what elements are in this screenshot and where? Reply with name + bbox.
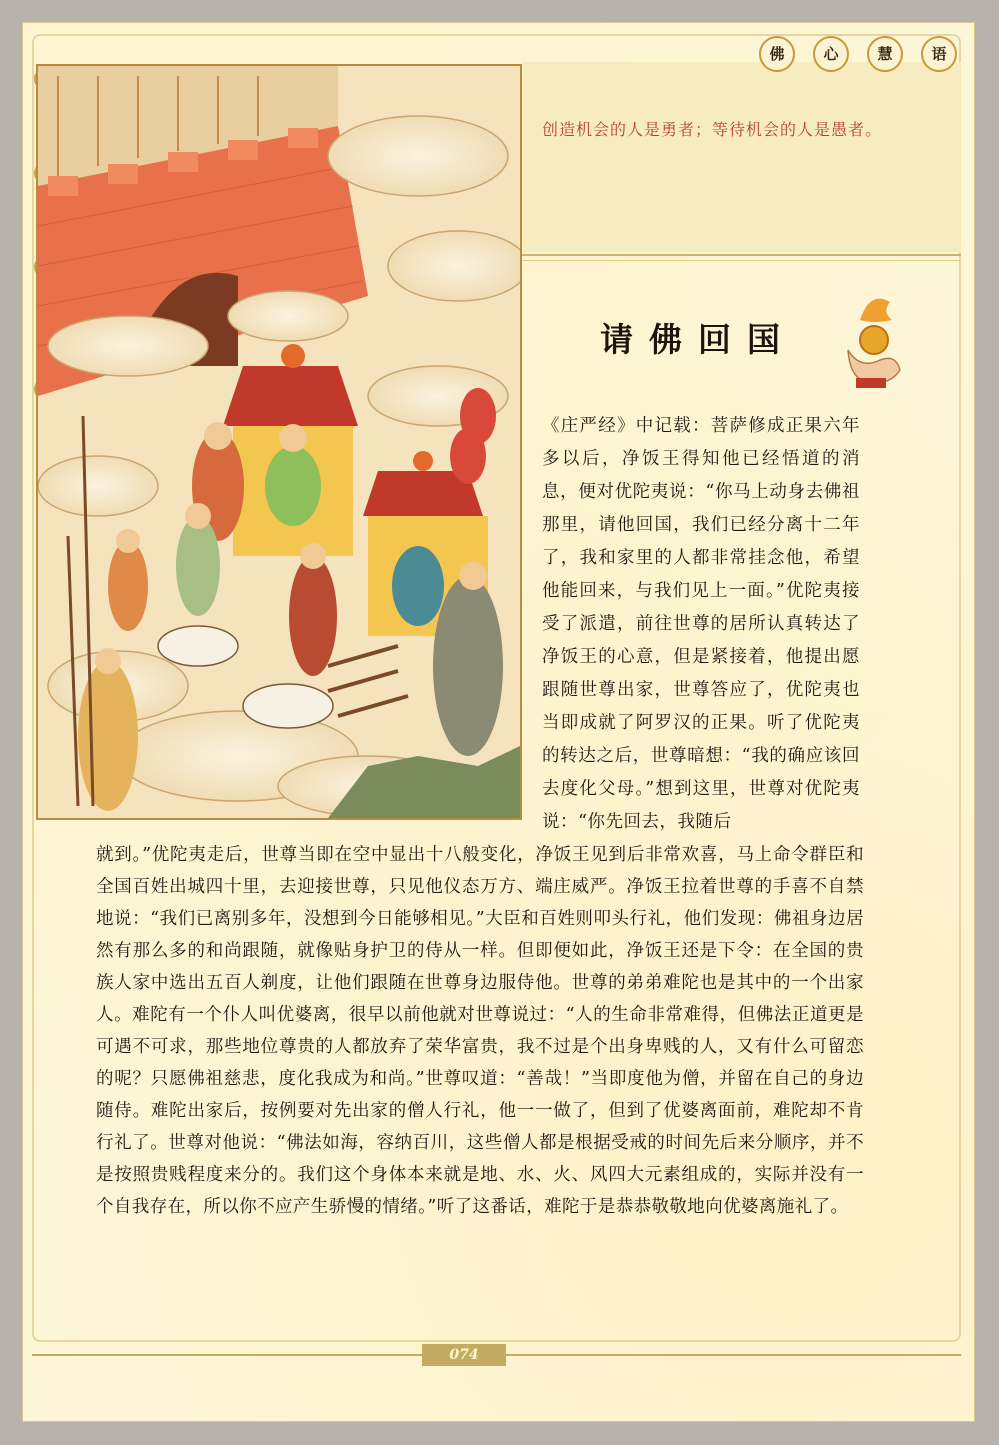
section-badge bbox=[741, 36, 957, 72]
divider bbox=[522, 254, 961, 256]
page-number: 074 bbox=[422, 1344, 506, 1366]
badge-char-4: 语 bbox=[921, 36, 957, 72]
article-body-wide: 就到。”优陀夷走后，世尊当即在空中显出十八般变化，净饭王见到后非常欢喜，马上命令群臣和全国百姓出城四十里，去迎接世尊，只见他仪态万方、端庄威严。净饭王拉着世尊的手喜不自禁地说：“我们已离别多年，没想到今日能够相见。”大臣和百姓则叩头行礼，他们发现：佛祖身边居然有那么多的和尚跟随，就像贴身护卫的侍从一样。但即便如此，净饭王还是下令：在全国的贵族人家中选出五百人剃度，让他们跟随在世尊身边服侍他。世尊的弟弟难陀也是其中的一个出家人。难陀有一个仆人叫优婆离，很早以前他就对世尊说过：“人的生命非常难得，但佛法正道更是可遇不可求，那些地位尊贵的人都放弃了荣华富贵，我不过是个出身卑贱的人，又有什么可留恋的呢？只愿佛祖慈悲，度化我成为和尚。”世尊叹道：“善哉！”当即度他为僧，并留在自己的身边随侍。难陀出家后，按例要对先出家的僧人行礼，他一一做了，但到了优婆离面前，难陀却不肯行礼了。世尊对他说：“佛法如海，容纳百川，这些僧人都是根据受戒的时间先后来分顺序，并不是按照贵贱程度来分的。我们这个身体本来就是地、水、火、风四大元素组成的，实际并没有一个自我存在，所以你不应产生骄慢的情绪。”听了这番话，难陀于是恭恭敬敬地向优婆离施礼了。 bbox=[96, 845, 864, 1217]
article-body-column: 《庄严经》中记载：菩萨修成正果六年多以后，净饭王得知他已经悟道的消息，便对优陀夷说：“你马上动身去佛祖那里，请他回国，我们已经分离十二年了，我和家里的人都非常挂念他，希望他能回来，与我们见上一面。”优陀夷接受了派遣，前往世尊的居所认真转达了净饭王的心意，但是紧接着，他提出愿跟随世尊出家，世尊答应了，优陀夷也当即成就了阿罗汉的正果。听了优陀夷的转达之后，世尊暗想：“我的确应该回去度化父母。”想到这里，世尊对优陀夷说：“你先回去，我随后 bbox=[542, 416, 860, 832]
badge-char-2: 心 bbox=[813, 36, 849, 72]
illustration-painting bbox=[36, 64, 522, 820]
header-strip bbox=[522, 62, 961, 252]
article-title: 请佛回国 bbox=[600, 320, 796, 359]
hand-holding-jewel-icon bbox=[830, 290, 914, 394]
badge-char-3: 慧 bbox=[867, 36, 903, 72]
divider-secondary bbox=[522, 260, 961, 261]
wisdom-quote: 创造机会的人是勇者；等待机会的人是愚者。 bbox=[542, 120, 883, 139]
book-page bbox=[22, 22, 975, 1422]
badge-char-1: 佛 bbox=[759, 36, 795, 72]
